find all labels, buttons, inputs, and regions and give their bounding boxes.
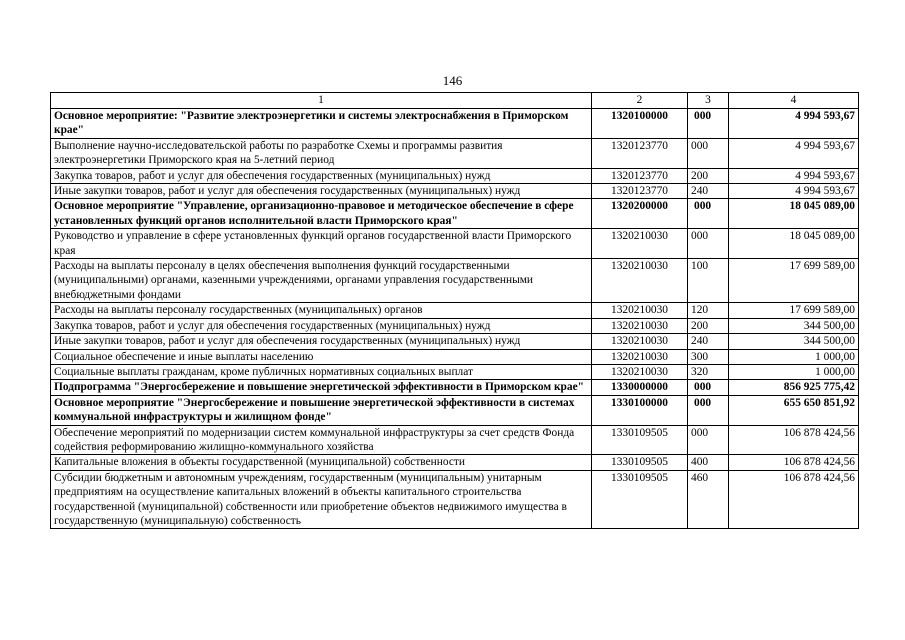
row-vr-cell: 000 — [688, 395, 729, 425]
row-csr-cell: 1330109505 — [592, 425, 688, 455]
row-name-cell: Подпрограмма "Энергосбережение и повышение энергетической эффективности в Приморском крае" — [51, 380, 592, 395]
column-header-3: 3 — [688, 93, 729, 109]
row-csr-cell: 1330109505 — [592, 455, 688, 470]
row-vr-cell: 000 — [688, 380, 729, 395]
row-csr-cell: 1320210030 — [592, 364, 688, 379]
budget-table — [50, 92, 859, 529]
row-name-cell: Иные закупки товаров, работ и услуг для обеспечения государственных (муниципальных) нужд — [51, 334, 592, 349]
table-row — [51, 425, 859, 455]
row-csr-cell: 1320123770 — [592, 138, 688, 168]
row-csr-cell: 1320123770 — [592, 168, 688, 183]
row-amount-cell: 344 500,00 — [729, 318, 859, 333]
row-csr-cell: 1320210030 — [592, 229, 688, 259]
row-name-cell: Основное мероприятие "Управление, организационно-правовое и методическое обеспечение в сфере установленных функций органов исполнительной власти Приморского края" — [51, 199, 592, 229]
column-header-2: 2 — [592, 93, 688, 109]
row-name-cell: Социальное обеспечение и иные выплаты населению — [51, 349, 592, 364]
row-name-cell: Основное мероприятие: "Развитие электроэнергетики и системы электроснабжения в Приморском крае" — [51, 109, 592, 139]
row-csr-cell: 1320210030 — [592, 303, 688, 318]
row-amount-cell: 4 994 593,67 — [729, 138, 859, 168]
row-name-cell: Расходы на выплаты персоналу государственных (муниципальных) органов — [51, 303, 592, 318]
page-number: 146 — [442, 73, 463, 88]
table-body — [51, 109, 859, 529]
row-amount-cell: 856 925 775,42 — [729, 380, 859, 395]
row-amount-cell: 106 878 424,56 — [729, 470, 859, 529]
row-amount-cell: 106 878 424,56 — [729, 425, 859, 455]
row-amount-cell: 106 878 424,56 — [729, 455, 859, 470]
row-vr-cell: 240 — [688, 334, 729, 349]
column-header-4: 4 — [729, 93, 859, 109]
row-csr-cell: 1320100000 — [592, 109, 688, 139]
row-vr-cell: 000 — [688, 109, 729, 139]
row-name-cell: Закупка товаров, работ и услуг для обеспечения государственных (муниципальных) нужд — [51, 318, 592, 333]
row-name-cell: Социальные выплаты гражданам, кроме публичных нормативных социальных выплат — [51, 364, 592, 379]
table-row — [51, 168, 859, 183]
column-header-1: 1 — [51, 93, 592, 109]
row-vr-cell: 240 — [688, 184, 729, 199]
row-name-cell: Субсидии бюджетным и автономным учреждениям, государственным (муниципальным) унитарным предприятиям на осуществление капитальных вложений в объекты капитального строительства государственной (муниципальной) собственности или приобретение объектов недвижимого имущества в государственную (муниципальную) собственность — [51, 470, 592, 529]
row-amount-cell: 18 045 089,00 — [729, 229, 859, 259]
table-header-row — [51, 93, 859, 109]
table-row — [51, 470, 859, 529]
row-amount-cell: 17 699 589,00 — [729, 259, 859, 303]
table-row — [51, 364, 859, 379]
row-name-cell: Иные закупки товаров, работ и услуг для обеспечения государственных (муниципальных) нужд — [51, 184, 592, 199]
row-csr-cell: 1320200000 — [592, 199, 688, 229]
row-csr-cell: 1320210030 — [592, 259, 688, 303]
table-row — [51, 395, 859, 425]
row-vr-cell: 200 — [688, 318, 729, 333]
row-vr-cell: 460 — [688, 470, 729, 529]
row-vr-cell: 200 — [688, 168, 729, 183]
table-row — [51, 349, 859, 364]
table-row — [51, 303, 859, 318]
row-amount-cell: 1 000,00 — [729, 349, 859, 364]
table-row — [51, 380, 859, 395]
row-amount-cell: 4 994 593,67 — [729, 168, 859, 183]
row-name-cell: Руководство и управление в сфере установленных функций органов государственной власти Приморского края — [51, 229, 592, 259]
row-vr-cell: 000 — [688, 425, 729, 455]
table-row — [51, 318, 859, 333]
row-amount-cell: 1 000,00 — [729, 364, 859, 379]
row-vr-cell: 000 — [688, 138, 729, 168]
row-amount-cell: 655 650 851,92 — [729, 395, 859, 425]
row-vr-cell: 000 — [688, 229, 729, 259]
row-vr-cell: 400 — [688, 455, 729, 470]
row-csr-cell: 1320210030 — [592, 334, 688, 349]
table-row — [51, 184, 859, 199]
row-vr-cell: 000 — [688, 199, 729, 229]
row-vr-cell: 120 — [688, 303, 729, 318]
row-amount-cell: 344 500,00 — [729, 334, 859, 349]
row-name-cell: Закупка товаров, работ и услуг для обеспечения государственных (муниципальных) нужд — [51, 168, 592, 183]
row-name-cell: Капитальные вложения в объекты государственной (муниципальной) собственности — [51, 455, 592, 470]
row-csr-cell: 1330000000 — [592, 380, 688, 395]
row-amount-cell: 4 994 593,67 — [729, 109, 859, 139]
row-amount-cell: 17 699 589,00 — [729, 303, 859, 318]
table-row — [51, 109, 859, 139]
table-row — [51, 259, 859, 303]
row-name-cell: Обеспечение мероприятий по модернизации систем коммунальной инфраструктуры за счет средств Фонда содействия реформированию жилищно-коммунального хозяйства — [51, 425, 592, 455]
row-csr-cell: 1330109505 — [592, 470, 688, 529]
row-name-cell: Выполнение научно-исследовательской работы по разработке Схемы и программы развития электроэнергетики Приморского края на 5-летний период — [51, 138, 592, 168]
row-csr-cell: 1320210030 — [592, 318, 688, 333]
table-row — [51, 229, 859, 259]
row-name-cell: Расходы на выплаты персоналу в целях обеспечения выполнения функций государственными (муниципальными) органами, казенными учреждениями, органами управления государственными внебюджетными фондами — [51, 259, 592, 303]
row-vr-cell: 100 — [688, 259, 729, 303]
row-vr-cell: 320 — [688, 364, 729, 379]
table-row — [51, 138, 859, 168]
row-vr-cell: 300 — [688, 349, 729, 364]
table-row — [51, 455, 859, 470]
row-csr-cell: 1330100000 — [592, 395, 688, 425]
row-csr-cell: 1320210030 — [592, 349, 688, 364]
row-name-cell: Основное мероприятие "Энергосбережение и повышение энергетической эффективности в системах коммунальной инфраструктуры и жилищном фонде" — [51, 395, 592, 425]
table-row — [51, 334, 859, 349]
row-amount-cell: 18 045 089,00 — [729, 199, 859, 229]
table-row — [51, 199, 859, 229]
row-csr-cell: 1320123770 — [592, 184, 688, 199]
row-amount-cell: 4 994 593,67 — [729, 184, 859, 199]
